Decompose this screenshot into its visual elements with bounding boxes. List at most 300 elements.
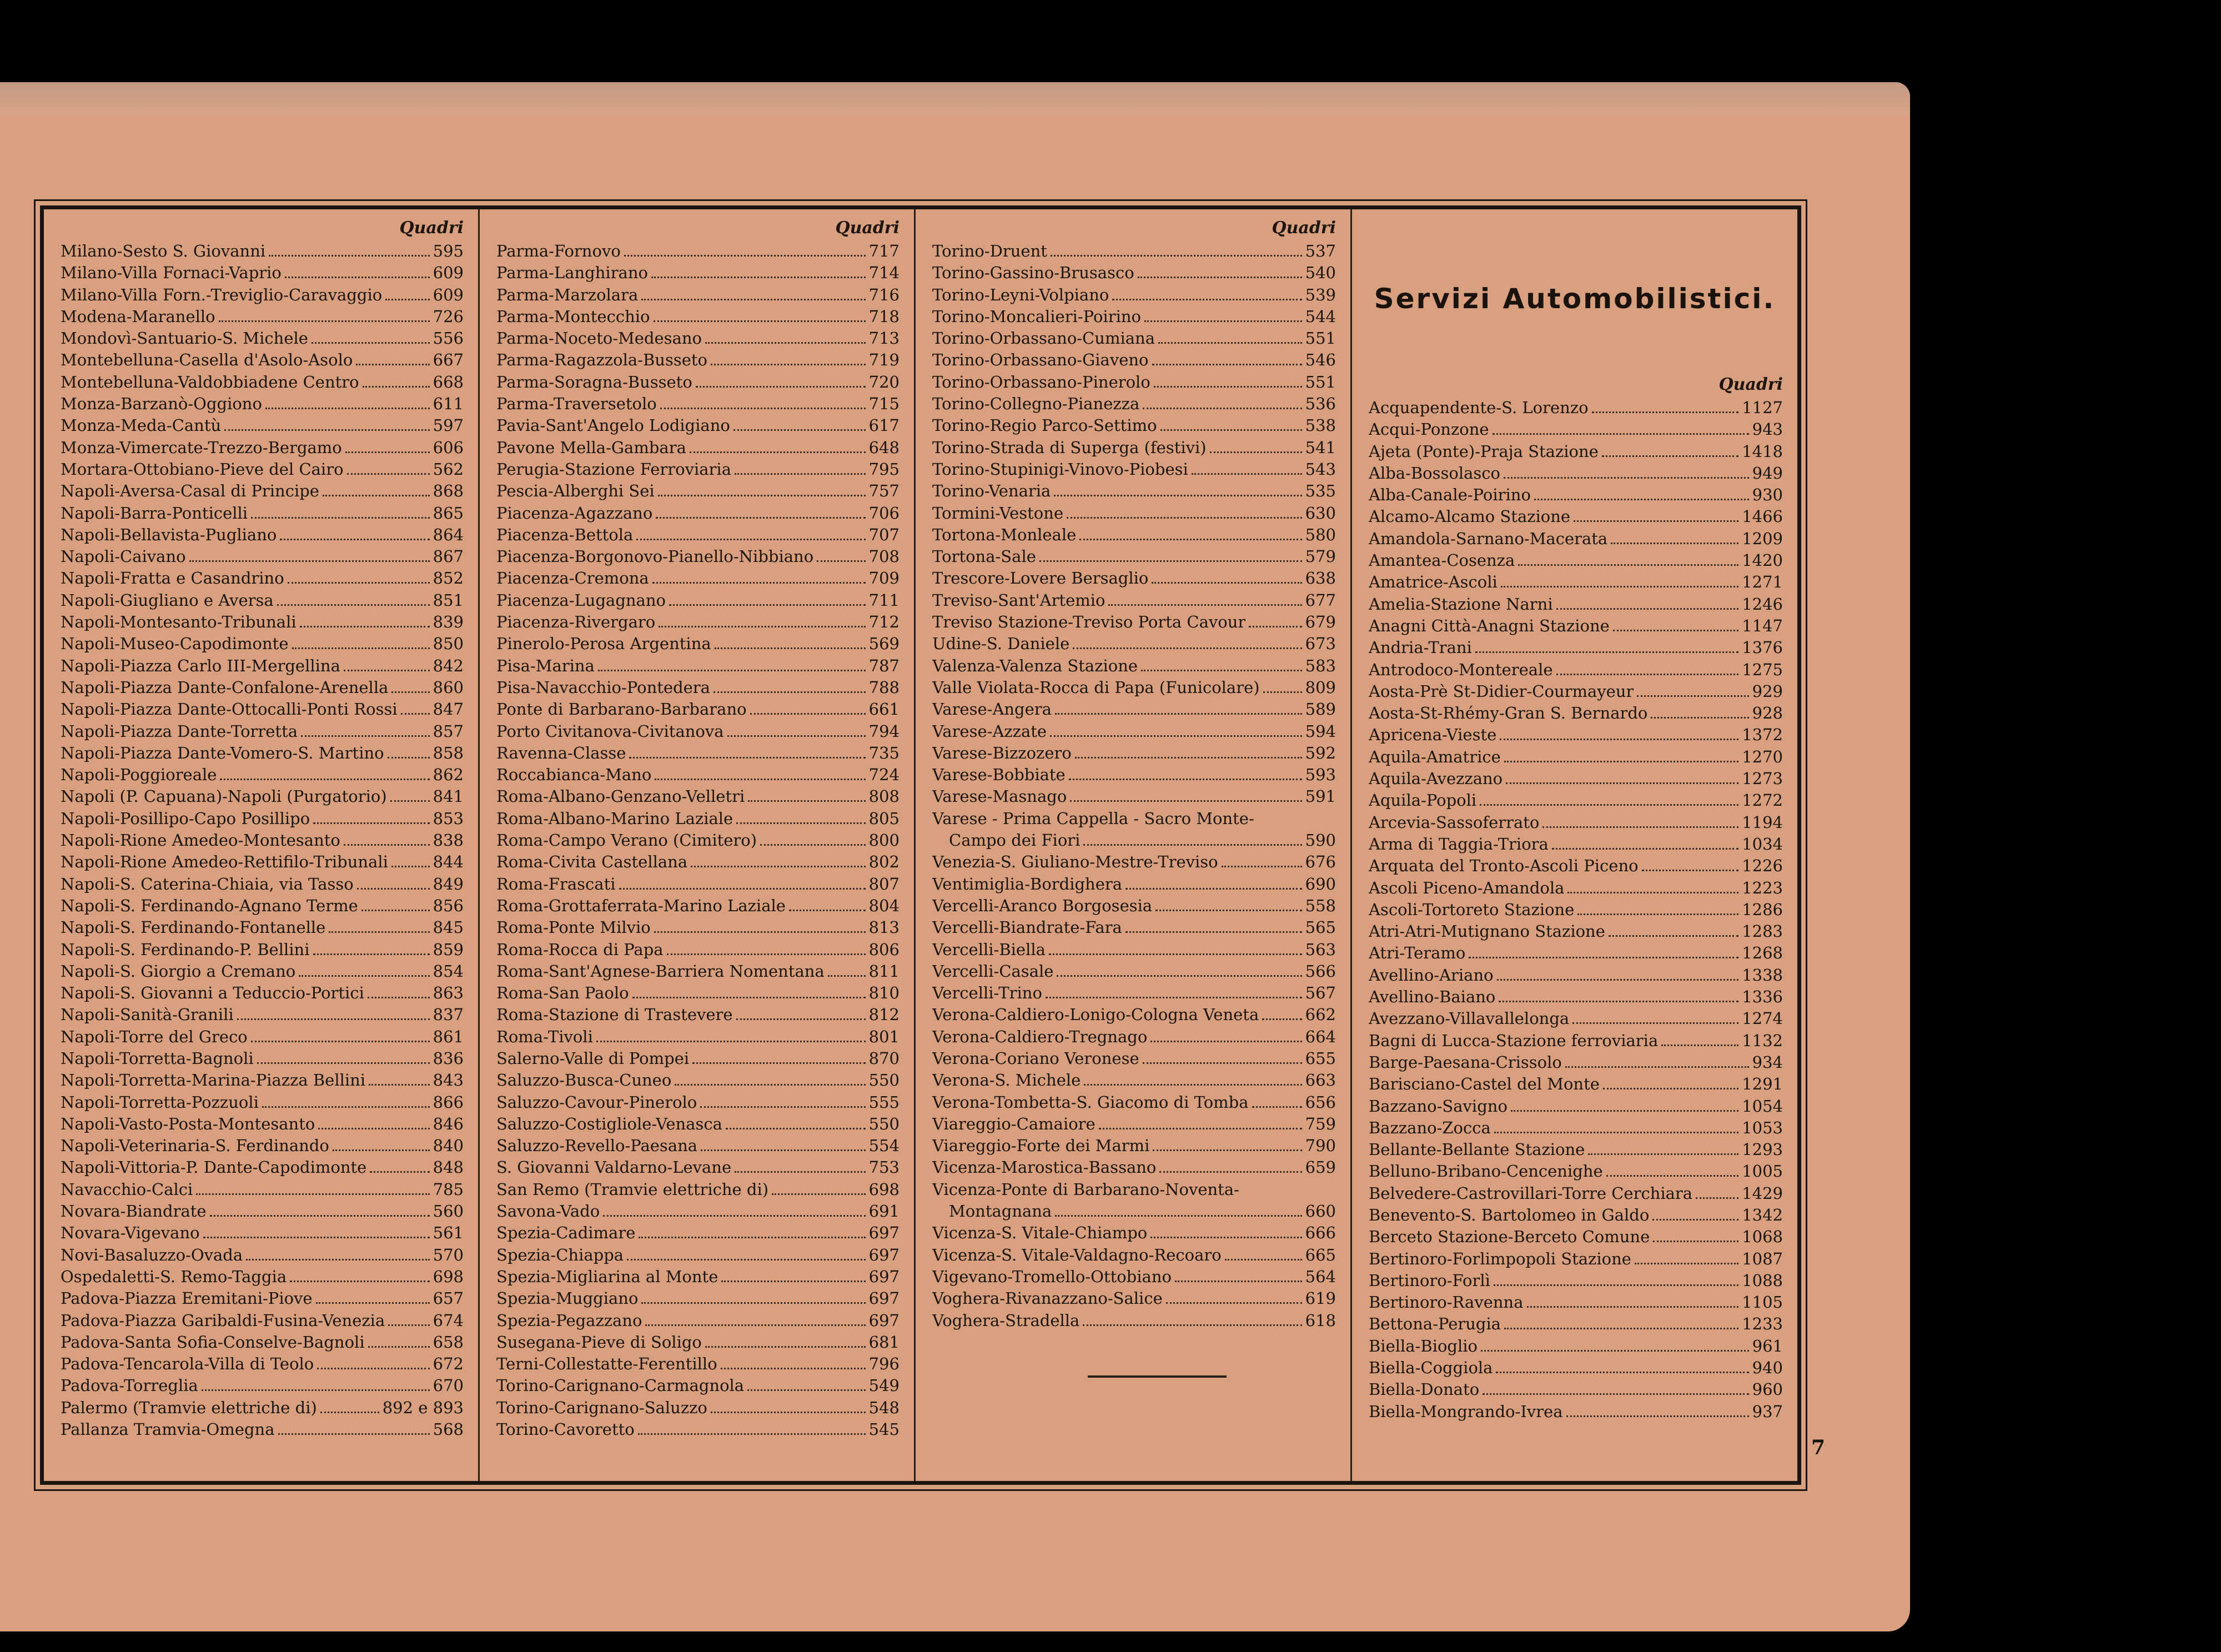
entry-quadro: 1275: [1742, 660, 1783, 679]
index-entry: [916, 1093, 1350, 1114]
entry-route: Vercelli-Biandrate-Fara: [932, 918, 1122, 937]
index-entry: [480, 744, 914, 765]
dot-leader: [1153, 1149, 1302, 1151]
dot-leader: [277, 604, 430, 606]
dot-leader: [750, 713, 866, 715]
index-entry: [480, 831, 914, 852]
dot-leader: [278, 1433, 430, 1435]
entry-route: Roma-Tivoli: [496, 1027, 593, 1046]
entry-quadro: 648: [868, 438, 900, 457]
dot-leader: [257, 1062, 430, 1064]
index-entry: [1352, 1009, 1797, 1031]
entry-quadro: 563: [1305, 940, 1336, 959]
entry-quadro: 659: [1305, 1158, 1336, 1177]
index-entry: [480, 1114, 914, 1136]
entry-quadro: 662: [1305, 1005, 1336, 1025]
dot-leader: [1609, 935, 1738, 937]
index-entry: [44, 307, 478, 329]
index-entry: [1352, 966, 1797, 987]
entry-quadro: 943: [1752, 420, 1783, 439]
entry-quadro: 841: [433, 787, 464, 806]
index-entry: [916, 1311, 1350, 1333]
entry-quadro: 666: [1305, 1223, 1336, 1243]
entry-route: Padova-Piazza Eremitani-Piove: [61, 1289, 313, 1308]
index-entry: [916, 373, 1350, 394]
entry-route: Pisa-Navacchio-Pontedera: [496, 677, 710, 697]
dot-leader: [385, 299, 429, 300]
entry-quadro: 719: [868, 350, 900, 370]
dot-leader: [246, 1259, 430, 1261]
entry-route: Verona-Tombetta-S. Giacomo di Tomba: [932, 1092, 1249, 1112]
dot-leader: [220, 779, 429, 780]
entry-route: Roma-Rocca di Papa: [496, 940, 664, 959]
entry-quadro: 715: [868, 394, 900, 414]
entry-quadro: 1105: [1742, 1293, 1783, 1312]
index-entry: [480, 460, 914, 481]
page-number: 7: [1811, 1436, 1826, 1459]
entry-quadro: 589: [1305, 700, 1336, 719]
index-entry: [480, 285, 914, 307]
dot-leader: [301, 735, 430, 737]
index-entry: [916, 350, 1350, 372]
index-entry: [480, 940, 914, 962]
dot-leader: [747, 1389, 866, 1391]
entry-route: Spezia-Cadimare: [496, 1223, 636, 1243]
entry-quadro: 1466: [1742, 507, 1783, 526]
dot-leader: [598, 670, 866, 671]
index-entry: [1352, 835, 1797, 856]
index-entry: [480, 416, 914, 438]
entry-route: Biella-Mongrando-Ivrea: [1369, 1402, 1563, 1421]
dot-leader: [636, 539, 865, 540]
dot-leader: [733, 429, 866, 431]
entry-quadro: 707: [868, 525, 900, 544]
entry-route: Saluzzo-Cavour-Pinerolo: [496, 1092, 697, 1112]
entry-quadro: 537: [1305, 242, 1336, 260]
entry-quadro: 860: [433, 677, 464, 697]
dot-leader: [727, 735, 866, 737]
dot-leader: [713, 691, 866, 693]
entry-quadro: 805: [868, 809, 900, 828]
entry-route: Vercelli-Biella: [932, 940, 1046, 959]
dot-leader: [760, 844, 866, 846]
entry-route: Napoli-Torretta-Bagnoli: [61, 1048, 254, 1068]
entry-route: Voghera-Stradella: [932, 1310, 1080, 1330]
index-entry: [916, 983, 1350, 1005]
dot-leader: [292, 647, 430, 649]
dot-leader: [603, 1215, 865, 1217]
dot-leader: [726, 1128, 866, 1129]
entry-quadro: 1283: [1742, 922, 1783, 941]
index-entry: [480, 1311, 914, 1333]
index-entry: [44, 569, 478, 590]
entry-quadro: 566: [1305, 961, 1336, 981]
dot-leader: [1504, 761, 1738, 762]
entry-route: Aosta-St-Rhémy-Gran S. Bernardo: [1369, 704, 1648, 723]
entry-quadro: 802: [868, 852, 900, 872]
index-entry: [44, 1289, 478, 1310]
entry-quadro: 848: [433, 1158, 464, 1177]
entry-route: Napoli-Fratta e Casandrino: [61, 569, 284, 588]
index-entry: [44, 285, 478, 307]
entry-route: Varese-Angera: [932, 700, 1052, 719]
dot-leader: [251, 1041, 430, 1042]
dot-leader: [196, 1193, 429, 1195]
dot-leader: [388, 1324, 429, 1326]
entry-route: Mortara-Ottobiano-Pieve del Cairo: [61, 459, 344, 479]
entry-quadro: 556: [433, 329, 464, 348]
entry-quadro: 861: [433, 1027, 464, 1046]
entry-route: Napoli-Piazza Carlo III-Mergellina: [61, 656, 340, 675]
entry-quadro: 856: [433, 896, 464, 915]
index-entry: [44, 1136, 478, 1158]
entry-route: Avezzano-Villavallelonga: [1369, 1009, 1570, 1028]
entry-route: Varese-Bobbiate: [932, 765, 1066, 785]
index-entry: [916, 263, 1350, 285]
dot-leader: [333, 1149, 430, 1151]
entry-quadro: 840: [433, 1136, 464, 1156]
index-entry: [1352, 1337, 1797, 1358]
dot-leader: [701, 1149, 866, 1151]
entry-route: Apricena-Vieste: [1369, 725, 1497, 745]
entry-quadro: 568: [433, 1420, 464, 1439]
index-entry: [916, 1246, 1350, 1267]
entry-quadro: 709: [868, 569, 900, 588]
dot-leader: [299, 975, 429, 977]
dot-leader: [1108, 604, 1302, 606]
dot-leader: [667, 953, 866, 955]
index-entry: [44, 416, 478, 438]
dot-leader: [329, 931, 429, 933]
entry-route: Susegana-Pieve di Soligo: [496, 1332, 702, 1352]
index-entry: [44, 831, 478, 852]
entry-quadro: 606: [433, 438, 464, 457]
index-entry: [1352, 725, 1797, 747]
entry-route: Roma-San Paolo: [496, 983, 629, 1003]
entry-quadro: 892 e 893: [382, 1398, 464, 1417]
entry-route: Varese-Masnago: [932, 787, 1067, 806]
entry-route: Ascoli-Tortoreto Stazione: [1369, 900, 1575, 919]
entry-quadro: 836: [433, 1048, 464, 1068]
entry-quadro: 862: [433, 765, 464, 785]
entry-quadro: 617: [868, 416, 900, 435]
entry-quadro: 1338: [1742, 965, 1783, 985]
entry-quadro: 1127: [1742, 398, 1783, 417]
index-entry: [480, 1180, 914, 1202]
dot-leader: [715, 647, 866, 649]
index-entry: [1352, 529, 1797, 551]
entry-route: Aosta-Prè St-Didier-Courmayeur: [1369, 681, 1634, 701]
entry-quadro: 930: [1752, 485, 1783, 505]
index-entry: [480, 591, 914, 612]
entry-quadro: 536: [1305, 394, 1336, 414]
dot-leader: [691, 866, 865, 867]
entry-quadro: 560: [433, 1202, 464, 1221]
entry-route: Montebelluna-Casella d'Asolo-Asolo: [61, 350, 353, 370]
dot-leader: [345, 451, 430, 453]
entry-quadro: 567: [1305, 983, 1336, 1003]
entry-quadro: 864: [433, 525, 464, 544]
index-entry: [44, 765, 478, 787]
dot-leader: [357, 888, 430, 890]
dot-leader: [652, 582, 866, 584]
entry-route: Napoli-Giugliano e Aversa: [61, 590, 274, 610]
index-entry: [916, 307, 1350, 329]
index-entry: [480, 678, 914, 700]
entry-route: Porto Civitanova-Civitanova: [496, 721, 724, 741]
entry-route: Verona-Caldiero-Tregnago: [932, 1027, 1148, 1046]
entry-quadro: 844: [433, 852, 464, 872]
dot-leader: [1057, 975, 1302, 977]
dot-leader: [1552, 848, 1738, 850]
entry-route: Torino-Moncalieri-Poirino: [932, 307, 1141, 326]
index-entry: [44, 875, 478, 896]
dot-leader: [1651, 717, 1748, 719]
entry-route: Mondovì-Santuario-S. Michele: [61, 329, 308, 348]
dot-leader: [705, 342, 866, 344]
entry-quadro: 674: [433, 1310, 464, 1330]
index-entry: [1352, 769, 1797, 791]
entry-quadro: 788: [868, 677, 900, 697]
dot-leader: [1160, 429, 1302, 431]
entry-quadro: 679: [1305, 612, 1336, 632]
index-entry: [1352, 1097, 1797, 1118]
index-entry: [480, 1354, 914, 1376]
entry-route: Voghera-Rivanazzano-Salice: [932, 1289, 1163, 1308]
dot-leader: [313, 953, 430, 955]
entry-quadro: 837: [433, 1005, 464, 1025]
entry-quadro: 667: [433, 350, 464, 370]
entry-quadro: 541: [1305, 438, 1336, 457]
column-header: Quadri: [1718, 375, 1783, 394]
dot-leader: [651, 277, 866, 278]
entry-quadro: 638: [1305, 569, 1336, 588]
entry-route: Biella-Bioglio: [1369, 1336, 1478, 1355]
entry-route: Atri-Atri-Mutignano Stazione: [1369, 922, 1605, 941]
dot-leader: [711, 1412, 866, 1413]
index-entry: [1352, 1249, 1797, 1271]
entry-route: Avellino-Ariano: [1369, 965, 1494, 985]
entry-route: Novi-Basaluzzo-Ovada: [61, 1245, 243, 1264]
entry-route: Benevento-S. Bartolomeo in Galdo: [1369, 1205, 1650, 1224]
entry-quadro: 697: [868, 1245, 900, 1264]
index-entry: [480, 1049, 914, 1071]
entry-route: Torino-Collegno-Pianezza: [932, 394, 1140, 414]
index-entry: [1352, 943, 1797, 965]
entry-route: Torino-Cavoretto: [496, 1420, 635, 1439]
entry-route: Napoli-Aversa-Casal di Principe: [61, 481, 319, 501]
entry-route: Belvedere-Castrovillari-Torre Cerchiara: [1369, 1183, 1693, 1203]
index-entry: [480, 1093, 914, 1114]
dot-leader: [1481, 1350, 1749, 1352]
entry-route: Vercelli-Trino: [932, 983, 1042, 1003]
entry-route: Pinerolo-Perosa Argentina: [496, 634, 711, 654]
entry-quadro: 551: [1305, 329, 1336, 348]
dot-leader: [265, 408, 430, 409]
entry-quadro: 657: [433, 1289, 464, 1308]
dot-leader: [202, 1389, 430, 1391]
entry-quadro: 540: [1305, 263, 1336, 283]
index-entry: [916, 765, 1350, 787]
entry-route: Vercelli-Aranco Borgosesia: [932, 896, 1153, 915]
entry-route: Vicenza-S. Vitale-Chiampo: [932, 1223, 1148, 1243]
entry-quadro: 1342: [1742, 1205, 1783, 1224]
entry-route: Napoli-Rione Amedeo-Rettifilo-Tribunali: [61, 852, 388, 872]
entry-quadro: 717: [868, 242, 900, 260]
dot-leader: [656, 517, 865, 519]
index-entry: [44, 350, 478, 372]
dot-leader: [1049, 953, 1302, 955]
entry-route: Roma-Stazione di Trastevere: [496, 1005, 733, 1025]
index-entry: [44, 918, 478, 940]
index-entry: [480, 1289, 914, 1310]
entry-quadro: 690: [1305, 874, 1336, 893]
index-entry: [480, 1376, 914, 1398]
dot-leader: [1075, 757, 1302, 759]
entry-route: Torino-Regio Parco-Settimo: [932, 416, 1157, 435]
entry-route: Modena-Maranello: [61, 307, 215, 326]
entry-quadro: 753: [868, 1158, 900, 1177]
entry-route: Novara-Biandrate: [61, 1202, 207, 1221]
entry-route: Roccabianca-Mano: [496, 765, 652, 785]
entry-quadro: 1223: [1742, 878, 1783, 897]
index-entry: [44, 1420, 478, 1442]
index-entry: [1352, 507, 1797, 529]
entry-quadro: 570: [433, 1245, 464, 1264]
dot-leader: [388, 757, 430, 759]
entry-route: Novara-Vigevano: [61, 1223, 200, 1243]
index-entry: [1352, 856, 1797, 878]
entry-quadro: 961: [1752, 1336, 1783, 1355]
entry-quadro: 1273: [1742, 769, 1783, 789]
index-entry: [916, 547, 1350, 569]
dot-leader: [363, 386, 430, 388]
entry-route: Treviso-Sant'Artemio: [932, 590, 1106, 610]
entry-quadro: 785: [433, 1179, 464, 1199]
entry-route: Campo dei Fiori: [949, 831, 1081, 850]
entry-quadro: 660: [1305, 1202, 1336, 1221]
index-entry: [44, 460, 478, 481]
dot-leader: [1079, 539, 1302, 540]
dot-leader: [1606, 1175, 1739, 1177]
dot-leader: [1143, 1062, 1302, 1064]
index-entry: [916, 918, 1350, 940]
entry-route: Roma-Campo Verano (Cimitero): [496, 831, 757, 850]
index-entry: [1352, 922, 1797, 943]
entry-quadro: 681: [868, 1332, 900, 1352]
dot-leader: [1084, 1084, 1302, 1086]
dot-leader: [772, 1193, 866, 1195]
index-entry: [480, 656, 914, 678]
index-entry: [1352, 485, 1797, 507]
entry-quadro: 664: [1305, 1027, 1336, 1046]
entry-route: Viareggio-Forte dei Marmi: [932, 1136, 1150, 1156]
index-entry: [480, 1136, 914, 1158]
index-entry: [480, 983, 914, 1005]
entry-route: Acquapendente-S. Lorenzo: [1369, 398, 1589, 417]
index-entry: [1352, 1271, 1797, 1293]
entry-route: Padova-Torreglia: [61, 1376, 198, 1395]
index-entry: [916, 744, 1350, 765]
entry-quadro: 706: [868, 503, 900, 523]
dot-leader: [1565, 1066, 1749, 1068]
entry-route: Anagni Città-Anagni Stazione: [1369, 616, 1610, 635]
dot-leader: [1263, 691, 1302, 693]
entry-route: Ospedaletti-S. Remo-Taggia: [61, 1267, 287, 1286]
entry-quadro: 960: [1752, 1380, 1783, 1399]
entry-route: Bagni di Lucca-Stazione ferroviaria: [1369, 1031, 1659, 1050]
index-entry: [1352, 878, 1797, 900]
index-entry: [44, 1093, 478, 1114]
dot-leader: [1150, 1237, 1302, 1238]
entry-quadro: 810: [868, 983, 900, 1003]
entry-route: Varese-Bizzozero: [932, 743, 1072, 762]
entry-route: Biella-Coggiola: [1369, 1358, 1493, 1378]
entry-route: Saluzzo-Busca-Cuneo: [496, 1071, 672, 1090]
index-entry: [44, 1246, 478, 1267]
entry-route: Napoli (P. Capuana)-Napoli (Purgatorio): [61, 787, 387, 806]
entry-quadro: 845: [433, 918, 464, 937]
entry-quadro: 813: [868, 918, 900, 937]
dot-leader: [1527, 1306, 1739, 1308]
entry-route: Treviso Stazione-Treviso Porta Cavour: [932, 612, 1246, 632]
entry-quadro: 1420: [1742, 551, 1783, 570]
index-entry: [1352, 1031, 1797, 1053]
dot-leader: [1652, 1219, 1738, 1221]
entry-route: Vicenza-Ponte di Barbarano-Noventa-: [932, 1179, 1239, 1199]
entry-route: Bertinoro-Ravenna: [1369, 1293, 1524, 1312]
entry-route: Ajeta (Ponte)-Praja Stazione: [1369, 441, 1599, 461]
dot-leader: [323, 495, 430, 496]
entry-quadro: 1132: [1742, 1031, 1783, 1050]
index-entry: [480, 809, 914, 831]
index-entry: [480, 1005, 914, 1027]
dot-leader: [1046, 997, 1302, 998]
entry-route: Roma-Albano-Genzano-Velletri: [496, 787, 745, 806]
dot-leader: [1572, 1022, 1738, 1024]
entry-quadro: 870: [868, 1048, 900, 1068]
dot-leader: [627, 1259, 866, 1261]
entry-route: Padova-Tencarola-Villa di Teolo: [61, 1354, 314, 1374]
dot-leader: [658, 495, 866, 496]
entry-route: Alba-Canale-Poirino: [1369, 485, 1531, 505]
entry-route: Antrodoco-Montereale: [1369, 660, 1553, 679]
dot-leader: [624, 255, 866, 257]
entry-quadro: 712: [868, 612, 900, 632]
dot-leader: [347, 473, 430, 475]
entry-quadro: 1194: [1742, 812, 1783, 832]
dot-leader: [735, 1171, 866, 1173]
entry-route: Parma-Langhirano: [496, 263, 648, 283]
index-entry: [480, 852, 914, 874]
entry-quadro: 718: [868, 307, 900, 326]
dot-leader: [1150, 1041, 1302, 1042]
entry-quadro: 851: [433, 590, 464, 610]
dot-leader: [1083, 844, 1302, 846]
dot-leader: [1603, 1088, 1738, 1089]
entry-route: Torino-Orbassano-Pinerolo: [932, 372, 1150, 391]
index-entry: [916, 722, 1350, 744]
dot-leader: [638, 1433, 866, 1435]
entry-route: Vigevano-Tromello-Ottobiano: [932, 1267, 1172, 1286]
entry-quadro: 866: [433, 1092, 464, 1112]
entry-quadro: 539: [1305, 285, 1336, 304]
index-entry: [480, 1202, 914, 1223]
dot-leader: [1039, 560, 1302, 562]
entry-quadro: 656: [1305, 1092, 1336, 1112]
index-entry: [1352, 1118, 1797, 1140]
dot-leader: [1070, 800, 1302, 802]
